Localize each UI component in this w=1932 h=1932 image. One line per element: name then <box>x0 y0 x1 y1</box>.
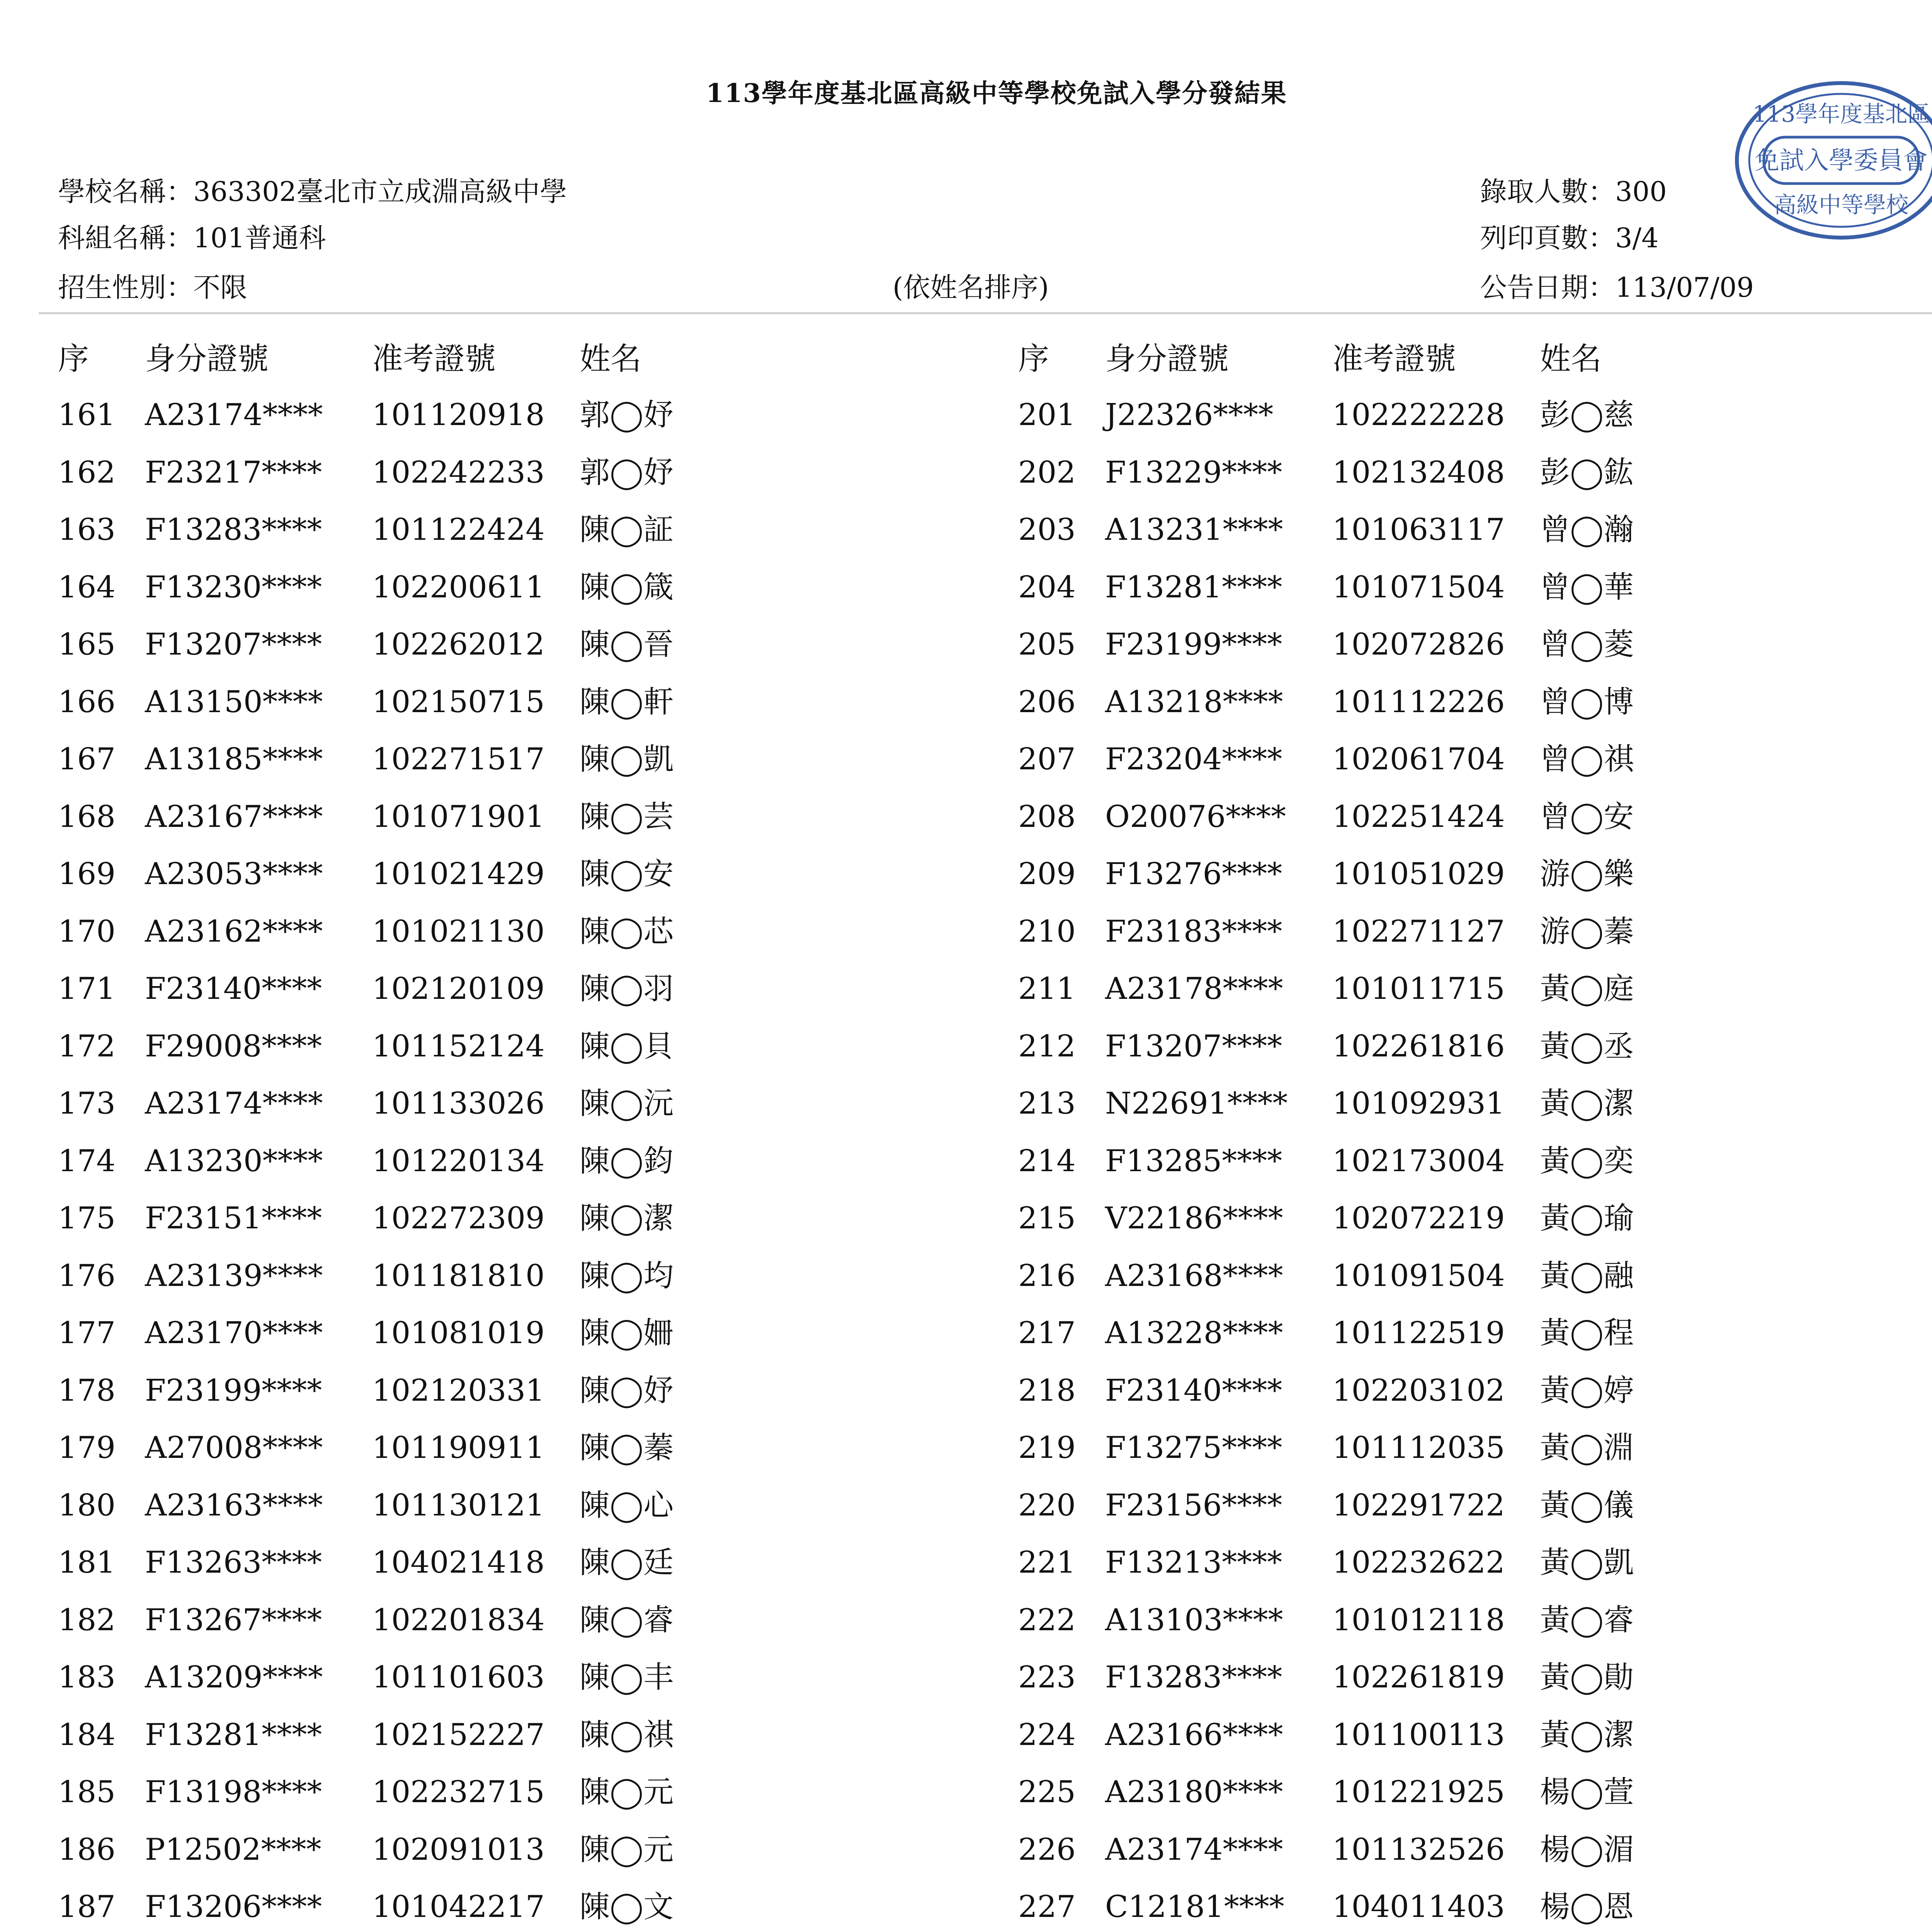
row-exam-number: 102251424 <box>1332 799 1505 834</box>
row-name: 陳◯証 <box>580 512 674 547</box>
row-id-number: F13230**** <box>145 570 322 605</box>
row-exam-number: 101190911 <box>372 1430 545 1465</box>
row-exam-number: 101152124 <box>372 1029 545 1064</box>
row-name: 陳◯丰 <box>580 1660 674 1695</box>
row-seq: 216 <box>1018 1258 1076 1293</box>
row-id-number: A23053**** <box>145 857 323 891</box>
row-exam-number: 101071901 <box>372 799 545 834</box>
row-exam-number: 102200611 <box>372 570 545 605</box>
row-seq: 220 <box>1018 1488 1076 1523</box>
header-divider <box>39 312 1932 314</box>
row-name: 曾◯博 <box>1540 684 1634 719</box>
row-seq: 174 <box>58 1143 116 1179</box>
name-header: 姓名 <box>1540 341 1602 377</box>
row-name: 郭◯妤 <box>580 455 674 490</box>
row-seq: 161 <box>58 398 116 432</box>
row-seq: 206 <box>1018 684 1076 719</box>
row-id-number: A13230**** <box>145 1143 323 1179</box>
row-seq: 217 <box>1018 1316 1076 1350</box>
row-seq: 162 <box>58 455 116 490</box>
row-seq: 207 <box>1018 742 1076 777</box>
row-seq: 204 <box>1018 570 1076 605</box>
row-name: 黃◯淵 <box>1540 1430 1634 1465</box>
row-id-number: F13207**** <box>1105 1029 1282 1064</box>
row-name: 黃◯儀 <box>1540 1488 1634 1523</box>
row-id-number: A23178**** <box>1105 971 1283 1006</box>
row-name: 陳◯貝 <box>580 1029 674 1064</box>
row-seq: 185 <box>58 1775 116 1810</box>
row-exam-number: 101220134 <box>372 1143 545 1179</box>
program-name: 科組名稱：101普通科 <box>58 222 326 254</box>
row-seq: 211 <box>1018 971 1076 1006</box>
row-seq: 173 <box>58 1086 116 1121</box>
row-id-number: F13207**** <box>145 627 322 662</box>
row-name: 曾◯安 <box>1540 799 1634 834</box>
row-seq: 214 <box>1018 1143 1076 1179</box>
id-header: 身分證號 <box>145 341 269 377</box>
row-exam-number: 101130121 <box>372 1488 545 1523</box>
row-name: 黃◯睿 <box>1540 1602 1634 1638</box>
row-seq: 178 <box>58 1373 116 1408</box>
row-name: 黃◯融 <box>1540 1258 1634 1293</box>
row-exam-number: 101120918 <box>372 398 545 432</box>
row-exam-number: 101042217 <box>372 1889 545 1924</box>
row-id-number: A13209**** <box>145 1660 323 1695</box>
row-name: 曾◯菱 <box>1540 627 1634 662</box>
seq-header: 序 <box>1018 341 1049 377</box>
row-name: 陳◯心 <box>580 1488 674 1523</box>
row-seq: 170 <box>58 914 116 949</box>
row-name: 陳◯睿 <box>580 1602 674 1638</box>
row-exam-number: 101133026 <box>372 1086 545 1121</box>
row-exam-number: 101071504 <box>1332 570 1505 605</box>
row-name: 黃◯程 <box>1540 1316 1634 1350</box>
row-exam-number: 102291722 <box>1332 1488 1505 1523</box>
seal-text-middle: 免試入學委員會 <box>1755 146 1928 175</box>
row-id-number: O20076**** <box>1105 799 1286 834</box>
row-name: 陳◯芯 <box>580 914 674 949</box>
row-exam-number: 101051029 <box>1332 857 1505 891</box>
row-id-number: F23204**** <box>1105 742 1282 777</box>
row-name: 陳◯鈞 <box>580 1143 674 1179</box>
row-id-number: A23163**** <box>145 1488 323 1523</box>
row-exam-number: 102152227 <box>372 1717 545 1752</box>
row-exam-number: 101021429 <box>372 857 545 891</box>
row-id-number: F13213**** <box>1105 1545 1282 1580</box>
row-exam-number: 101112035 <box>1332 1430 1505 1465</box>
row-id-number: A27008**** <box>145 1430 323 1465</box>
row-seq: 203 <box>1018 512 1076 547</box>
row-seq: 180 <box>58 1488 116 1523</box>
row-seq: 221 <box>1018 1545 1076 1580</box>
row-name: 楊◯萱 <box>1540 1775 1634 1810</box>
row-exam-number: 102222228 <box>1332 398 1505 432</box>
row-seq: 186 <box>58 1832 116 1867</box>
row-exam-number: 102232715 <box>372 1775 545 1810</box>
row-exam-number: 101122519 <box>1332 1316 1505 1350</box>
row-id-number: A23174**** <box>145 398 323 432</box>
row-name: 陳◯箴 <box>580 570 674 605</box>
sort-note: (依姓名排序) <box>893 272 1049 303</box>
seq-header: 序 <box>58 341 89 377</box>
row-exam-number: 101101603 <box>372 1660 545 1695</box>
row-name: 陳◯芸 <box>580 799 674 834</box>
row-exam-number: 101012118 <box>1332 1602 1505 1638</box>
row-id-number: F13283**** <box>145 512 322 547</box>
row-id-number: A23167**** <box>145 799 323 834</box>
row-id-number: A23162**** <box>145 914 323 949</box>
row-exam-number: 102272309 <box>372 1201 545 1236</box>
row-id-number: F13281**** <box>1105 570 1282 605</box>
row-exam-number: 101122424 <box>372 512 545 547</box>
row-id-number: N22691**** <box>1105 1086 1288 1121</box>
row-seq: 212 <box>1018 1029 1076 1064</box>
row-exam-number: 101091504 <box>1332 1258 1505 1293</box>
row-id-number: A23170**** <box>145 1316 323 1350</box>
row-name: 楊◯恩 <box>1540 1889 1634 1924</box>
row-id-number: A23180**** <box>1105 1775 1283 1810</box>
row-name: 陳◯元 <box>580 1832 674 1867</box>
row-id-number: V22186**** <box>1105 1201 1283 1236</box>
row-id-number: F13263**** <box>145 1545 322 1580</box>
row-exam-number: 102203102 <box>1332 1373 1505 1408</box>
id-header: 身分證號 <box>1105 341 1229 377</box>
row-exam-number: 102242233 <box>372 455 545 490</box>
row-exam-number: 102271517 <box>372 742 545 777</box>
row-name: 陳◯祺 <box>580 1717 674 1752</box>
row-exam-number: 102173004 <box>1332 1143 1505 1179</box>
row-name: 黃◯奕 <box>1540 1143 1634 1179</box>
row-name: 陳◯晉 <box>580 627 674 662</box>
row-id-number: F13206**** <box>145 1889 322 1924</box>
pages-printed: 列印頁數：3/4 <box>1480 222 1659 254</box>
row-name: 游◯樂 <box>1540 857 1634 891</box>
exam-number-header: 准考證號 <box>1332 341 1456 377</box>
row-seq: 164 <box>58 570 116 605</box>
row-id-number: A13185**** <box>145 742 323 777</box>
announce-date: 公告日期：113/07/09 <box>1480 272 1754 303</box>
row-seq: 165 <box>58 627 116 662</box>
row-name: 黃◯婷 <box>1540 1373 1634 1408</box>
row-id-number: A23166**** <box>1105 1717 1283 1752</box>
row-name: 黃◯潔 <box>1540 1717 1634 1752</box>
school-name: 學校名稱：363302臺北市立成淵高級中學 <box>58 176 567 207</box>
row-seq: 209 <box>1018 857 1076 891</box>
row-id-number: F23217**** <box>145 455 322 490</box>
page-title: 113學年度基北區高級中等學校免試入學分發結果 <box>706 78 1287 108</box>
row-seq: 181 <box>58 1545 116 1580</box>
row-exam-number: 101092931 <box>1332 1086 1505 1121</box>
row-exam-number: 102261816 <box>1332 1029 1505 1064</box>
row-id-number: F13276**** <box>1105 857 1282 891</box>
row-name: 曾◯祺 <box>1540 742 1634 777</box>
row-name: 陳◯安 <box>580 857 674 891</box>
row-id-number: A13150**** <box>145 684 323 719</box>
seal-text-bottom: 高級中等學校 <box>1774 192 1909 218</box>
row-seq: 182 <box>58 1602 116 1638</box>
row-name: 黃◯潔 <box>1540 1086 1634 1121</box>
row-seq: 205 <box>1018 627 1076 662</box>
row-name: 曾◯瀚 <box>1540 512 1634 547</box>
row-name: 陳◯沅 <box>580 1086 674 1121</box>
row-name: 陳◯元 <box>580 1775 674 1810</box>
row-seq: 176 <box>58 1258 116 1293</box>
row-id-number: A23174**** <box>145 1086 323 1121</box>
row-id-number: F13229**** <box>1105 455 1282 490</box>
row-exam-number: 102150715 <box>372 684 545 719</box>
row-name: 黃◯丞 <box>1540 1029 1634 1064</box>
row-name: 曾◯華 <box>1540 570 1634 605</box>
row-exam-number: 102091013 <box>372 1832 545 1867</box>
row-id-number: A13103**** <box>1105 1602 1283 1638</box>
row-exam-number: 104011403 <box>1332 1889 1505 1924</box>
row-exam-number: 104021418 <box>372 1545 545 1580</box>
row-name: 陳◯廷 <box>580 1545 674 1580</box>
row-id-number: F23183**** <box>1105 914 1282 949</box>
name-header: 姓名 <box>580 341 641 377</box>
row-id-number: F13275**** <box>1105 1430 1282 1465</box>
row-name: 黃◯庭 <box>1540 971 1634 1006</box>
row-id-number: A23168**** <box>1105 1258 1283 1293</box>
row-name: 彭◯鈜 <box>1540 455 1634 490</box>
row-seq: 184 <box>58 1717 116 1752</box>
row-exam-number: 101081019 <box>372 1316 545 1350</box>
row-seq: 222 <box>1018 1602 1076 1638</box>
row-id-number: A23139**** <box>145 1258 323 1293</box>
row-seq: 226 <box>1018 1832 1076 1867</box>
row-exam-number: 102132408 <box>1332 455 1505 490</box>
row-id-number: A23174**** <box>1105 1832 1283 1867</box>
row-exam-number: 102232622 <box>1332 1545 1505 1580</box>
row-name: 游◯蓁 <box>1540 914 1634 949</box>
row-id-number: F23140**** <box>145 971 322 1006</box>
row-id-number: F23199**** <box>145 1373 322 1408</box>
row-seq: 225 <box>1018 1775 1076 1810</box>
row-id-number: A13228**** <box>1105 1316 1283 1350</box>
row-id-number: P12502**** <box>145 1832 321 1867</box>
row-seq: 172 <box>58 1029 116 1064</box>
row-name: 陳◯凱 <box>580 742 674 777</box>
row-seq: 183 <box>58 1660 116 1695</box>
row-exam-number: 102072219 <box>1332 1201 1505 1236</box>
row-name: 黃◯凱 <box>1540 1545 1634 1580</box>
row-id-number: F23140**** <box>1105 1373 1282 1408</box>
committee-seal <box>1733 79 1932 242</box>
exam-number-header: 准考證號 <box>372 341 496 377</box>
row-seq: 177 <box>58 1316 116 1350</box>
row-id-number: F13198**** <box>145 1775 322 1810</box>
row-name: 陳◯潔 <box>580 1201 674 1236</box>
row-seq: 223 <box>1018 1660 1076 1695</box>
row-name: 陳◯文 <box>580 1889 674 1924</box>
row-id-number: F23151**** <box>145 1201 322 1236</box>
row-seq: 215 <box>1018 1201 1076 1236</box>
row-name: 郭◯妤 <box>580 398 674 432</box>
row-name: 陳◯姍 <box>580 1316 674 1350</box>
row-name: 彭◯慈 <box>1540 398 1634 432</box>
row-exam-number: 102262012 <box>372 627 545 662</box>
row-seq: 167 <box>58 742 116 777</box>
row-name: 陳◯均 <box>580 1258 674 1293</box>
row-id-number: C12181**** <box>1105 1889 1284 1924</box>
row-seq: 219 <box>1018 1430 1076 1465</box>
row-seq: 201 <box>1018 398 1076 432</box>
row-id-number: F29008**** <box>145 1029 322 1064</box>
row-id-number: F13267**** <box>145 1602 322 1638</box>
row-exam-number: 101181810 <box>372 1258 545 1293</box>
row-exam-number: 101112226 <box>1332 684 1505 719</box>
row-id-number: F13283**** <box>1105 1660 1282 1695</box>
row-exam-number: 102120331 <box>372 1373 545 1408</box>
row-exam-number: 101100113 <box>1332 1717 1505 1752</box>
row-seq: 213 <box>1018 1086 1076 1121</box>
row-id-number: F13281**** <box>145 1717 322 1752</box>
row-id-number: F23156**** <box>1105 1488 1282 1523</box>
row-name: 陳◯羽 <box>580 971 674 1006</box>
enrollment-gender: 招生性別：不限 <box>58 272 247 303</box>
row-seq: 168 <box>58 799 116 834</box>
row-seq: 166 <box>58 684 116 719</box>
row-exam-number: 102261819 <box>1332 1660 1505 1695</box>
row-exam-number: 102120109 <box>372 971 545 1006</box>
admitted-count: 錄取人數：300 <box>1480 176 1667 207</box>
row-id-number: F13285**** <box>1105 1143 1282 1179</box>
row-seq: 171 <box>58 971 116 1006</box>
row-seq: 187 <box>58 1889 116 1924</box>
row-name: 楊◯湄 <box>1540 1832 1634 1867</box>
row-name: 黃◯勛 <box>1540 1660 1634 1695</box>
row-name: 陳◯軒 <box>580 684 674 719</box>
row-name: 陳◯妤 <box>580 1373 674 1408</box>
row-exam-number: 101221925 <box>1332 1775 1505 1810</box>
row-id-number: J22326**** <box>1105 398 1274 432</box>
row-id-number: F23199**** <box>1105 627 1282 662</box>
row-exam-number: 101021130 <box>372 914 545 949</box>
row-seq: 175 <box>58 1201 116 1236</box>
row-seq: 179 <box>58 1430 116 1465</box>
row-exam-number: 102201834 <box>372 1602 545 1638</box>
row-exam-number: 102271127 <box>1332 914 1505 949</box>
row-seq: 218 <box>1018 1373 1076 1408</box>
row-exam-number: 101132526 <box>1332 1832 1505 1867</box>
row-name: 陳◯蓁 <box>580 1430 674 1465</box>
row-seq: 163 <box>58 512 116 547</box>
row-seq: 210 <box>1018 914 1076 949</box>
row-exam-number: 101011715 <box>1332 971 1505 1006</box>
row-seq: 224 <box>1018 1717 1076 1752</box>
row-seq: 202 <box>1018 455 1076 490</box>
seal-text-top: 113學年度基北區 <box>1752 101 1930 127</box>
row-seq: 169 <box>58 857 116 891</box>
row-exam-number: 102061704 <box>1332 742 1505 777</box>
row-exam-number: 101063117 <box>1332 512 1505 547</box>
row-id-number: A13218**** <box>1105 684 1283 719</box>
row-seq: 208 <box>1018 799 1076 834</box>
row-seq: 227 <box>1018 1889 1076 1924</box>
row-exam-number: 102072826 <box>1332 627 1505 662</box>
row-name: 黃◯瑜 <box>1540 1201 1634 1236</box>
row-id-number: A13231**** <box>1105 512 1283 547</box>
